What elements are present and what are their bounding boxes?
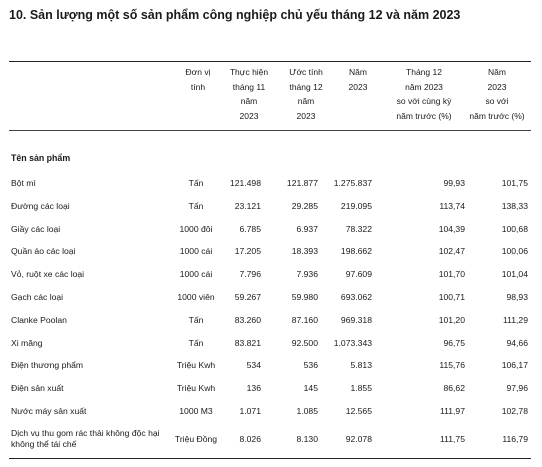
unit-cell: Triệu Kwh [176, 383, 216, 393]
value-dec-2023: 1.085 [296, 406, 318, 416]
unit-cell: Tấn [188, 315, 204, 325]
product-name: Bột mì [11, 178, 36, 188]
pct-dec-yoy: 96,75 [443, 338, 465, 348]
value-year-2023: 5.813 [350, 360, 372, 370]
table-row [0, 383, 542, 403]
value-nov-2023: 136 [246, 383, 261, 393]
value-nov-2023: 83.821 [234, 338, 261, 348]
value-dec-2023: 145 [303, 383, 318, 393]
table-row [0, 178, 542, 198]
value-year-2023: 219.095 [340, 201, 372, 211]
product-name: Đường các loại [11, 201, 70, 211]
unit-cell: Tấn [188, 338, 204, 348]
pct-year-yoy: 102,78 [501, 406, 528, 416]
unit-cell: Triệu Kwh [176, 360, 216, 370]
header-rule [9, 130, 531, 131]
table-row [0, 201, 542, 221]
unit-cell: 1000 viên [177, 292, 215, 302]
pct-year-yoy: 138,33 [501, 201, 528, 211]
value-year-2023: 198.662 [340, 246, 372, 256]
header-col3: Năm 2023 [348, 67, 368, 92]
pct-dec-yoy: 115,76 [439, 360, 465, 370]
header-col2: Ước tính tháng 12 năm 2023 [289, 67, 323, 121]
pct-year-yoy: 101,75 [501, 178, 528, 188]
value-nov-2023: 17.205 [234, 246, 261, 256]
header-col1: Thực hiện tháng 11 năm 2023 [229, 67, 269, 121]
unit-cell: Tấn [188, 201, 204, 211]
unit-cell: 1000 đôi [179, 224, 213, 234]
pct-dec-yoy: 113,74 [439, 201, 465, 211]
value-nov-2023: 121.498 [229, 178, 261, 188]
table-title: 10. Sản lượng một số sản phẩm công nghiệp chủ yếu tháng 12 và năm 2023 [9, 8, 461, 22]
pct-dec-yoy: 111,97 [439, 406, 465, 416]
bottom-rule [9, 458, 531, 459]
section-label: Tên sản phẩm [11, 153, 71, 163]
product-name: Dịch vụ thu gom rác thải không độc hại không thể tái chế [11, 428, 160, 449]
pct-dec-yoy: 100,71 [438, 292, 465, 302]
value-nov-2023: 534 [246, 360, 261, 370]
value-dec-2023: 29.285 [291, 201, 318, 211]
value-dec-2023: 121.877 [286, 178, 318, 188]
product-name: Nước máy sản xuất [11, 406, 87, 416]
value-dec-2023: 87.160 [291, 315, 318, 325]
value-nov-2023: 8.026 [239, 434, 261, 444]
value-nov-2023: 7.796 [239, 269, 261, 279]
table-row [0, 292, 542, 312]
table-row [0, 315, 542, 335]
pct-year-yoy: 97,96 [506, 383, 528, 393]
value-year-2023: 92.078 [345, 434, 372, 444]
value-year-2023: 97.609 [345, 269, 372, 279]
value-year-2023: 1.855 [350, 383, 372, 393]
pct-dec-yoy: 104,39 [438, 224, 465, 234]
value-nov-2023: 1.071 [239, 406, 261, 416]
pct-dec-yoy: 111,75 [439, 434, 465, 444]
unit-cell: Triệu Đồng [174, 434, 218, 444]
table-row [0, 428, 542, 454]
pct-dec-yoy: 101,20 [438, 315, 465, 325]
value-dec-2023: 7.936 [296, 269, 318, 279]
pct-year-yoy: 100,68 [501, 224, 528, 234]
value-dec-2023: 92.500 [291, 338, 318, 348]
product-name: Gạch các loại [11, 292, 64, 302]
value-year-2023: 12.565 [345, 406, 372, 416]
value-dec-2023: 18.393 [291, 246, 318, 256]
pct-year-yoy: 111,29 [502, 315, 528, 325]
product-name: Điện sản xuất [11, 383, 64, 393]
pct-year-yoy: 98,93 [506, 292, 528, 302]
table-row [0, 406, 542, 426]
unit-cell: 1000 cái [179, 269, 213, 279]
value-dec-2023: 536 [303, 360, 318, 370]
value-year-2023: 1.275.837 [333, 178, 372, 188]
product-name: Vỏ, ruột xe các loại [11, 269, 85, 279]
value-year-2023: 969.318 [340, 315, 372, 325]
value-year-2023: 78.322 [345, 224, 372, 234]
header-col5: Năm 2023 so với năm trước (%) [469, 67, 525, 121]
value-dec-2023: 59.980 [291, 292, 318, 302]
unit-cell: 1000 cái [179, 246, 213, 256]
pct-year-yoy: 116,79 [502, 434, 528, 444]
pct-dec-yoy: 101,70 [438, 269, 465, 279]
top-rule [9, 61, 531, 62]
pct-dec-yoy: 99,93 [443, 178, 465, 188]
value-year-2023: 1.073.343 [333, 338, 372, 348]
pct-dec-yoy: 86,62 [443, 383, 465, 393]
product-name: Điện thương phẩm [11, 360, 84, 370]
table-row [0, 224, 542, 244]
table-row [0, 338, 542, 358]
product-name: Giầy các loại [11, 224, 61, 234]
table-row [0, 360, 542, 380]
table-row [0, 246, 542, 266]
pct-dec-yoy: 102,47 [438, 246, 465, 256]
pct-year-yoy: 106,17 [501, 360, 528, 370]
pct-year-yoy: 100,06 [501, 246, 528, 256]
product-name: Quần áo các loại [11, 246, 76, 256]
table-row [0, 269, 542, 289]
value-nov-2023: 6.785 [239, 224, 261, 234]
value-nov-2023: 83.260 [234, 315, 261, 325]
product-name: Clanke Poolan [11, 315, 67, 325]
value-nov-2023: 59.267 [234, 292, 261, 302]
header-col4: Tháng 12 năm 2023 so với cùng kỳ năm trước (%) [396, 67, 452, 121]
pct-year-yoy: 101,04 [501, 269, 528, 279]
unit-cell: Tấn [188, 178, 204, 188]
pct-year-yoy: 94,66 [506, 338, 528, 348]
value-dec-2023: 6.937 [296, 224, 318, 234]
header-unit: Đơn vị tính [185, 67, 211, 92]
unit-cell: 1000 M3 [179, 406, 213, 416]
product-name: Xi măng [11, 338, 43, 348]
value-year-2023: 693.062 [340, 292, 372, 302]
value-nov-2023: 23.121 [234, 201, 261, 211]
value-dec-2023: 8.130 [296, 434, 318, 444]
